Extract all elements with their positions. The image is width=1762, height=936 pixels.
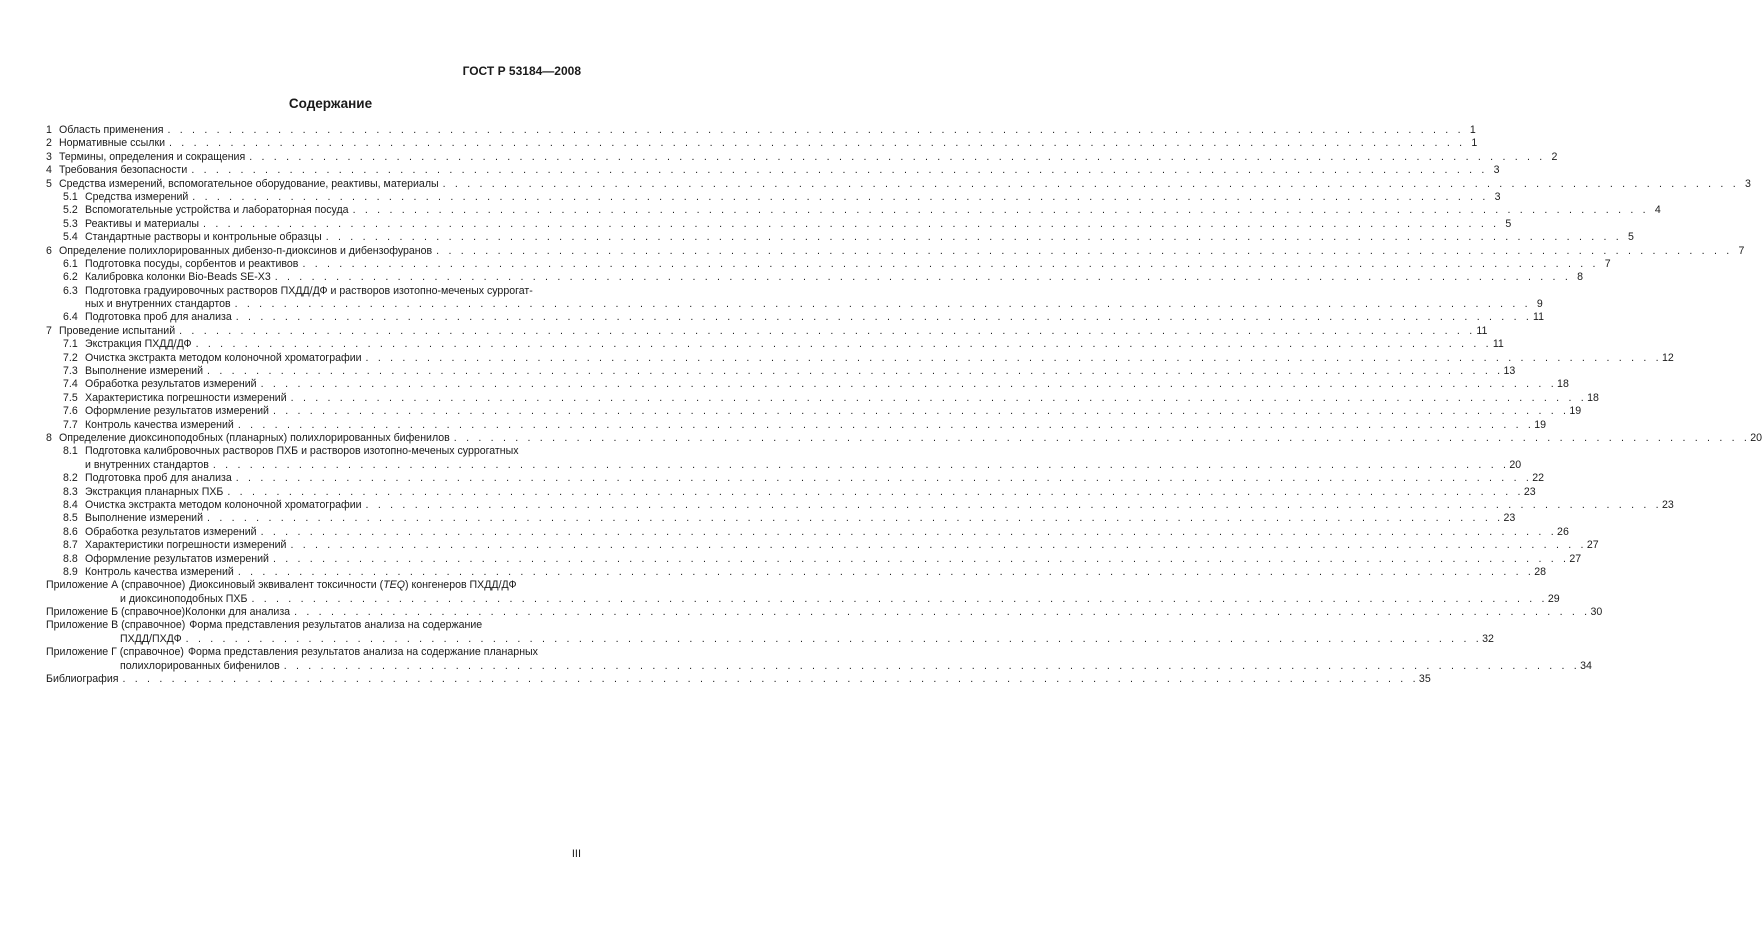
toc-entry-title: Очистка экстракта методом колоночной хроматографии xyxy=(85,498,362,511)
dot-leader xyxy=(232,311,1532,324)
dot-leader xyxy=(118,673,1418,686)
toc-entry-page: 28 xyxy=(1534,565,1547,578)
toc-entry-number: 1 xyxy=(46,124,52,136)
toc-entry-title: Вспомогательные устройства и лабораторная посуда xyxy=(85,204,349,217)
dot-leader xyxy=(234,419,1534,432)
dot-leader xyxy=(349,204,1649,217)
dot-leader xyxy=(287,392,1587,405)
appendix-page: 30 xyxy=(1590,606,1603,619)
dot-leader xyxy=(203,365,1503,378)
dot-leader xyxy=(322,231,1622,244)
toc-entry xyxy=(46,552,1582,566)
appendix-title: Форма представления результатов анализа на содержание xyxy=(189,619,483,632)
toc-entry-page: 20 xyxy=(1509,458,1522,471)
toc-entry-title: Требования безопасности xyxy=(59,164,188,177)
toc-entry-title: Проведение испытаний xyxy=(59,324,176,337)
toc-entry-page: 27 xyxy=(1569,552,1582,565)
dot-leader xyxy=(439,178,1739,191)
appendix-title-emphasis: TEQ xyxy=(383,579,405,592)
page-title: Содержание xyxy=(288,96,373,111)
toc-entry-number: 5.2 xyxy=(63,204,78,217)
dot-leader xyxy=(280,660,1580,673)
appendix-entry xyxy=(46,619,584,632)
toc-entry-title: Обработка результатов измерений xyxy=(85,378,257,391)
toc-entry-number: 8.3 xyxy=(63,485,78,498)
toc-entry xyxy=(46,498,1674,512)
toc-entry xyxy=(46,124,1476,137)
appendix-title-cont: ПХДД/ПХДФ xyxy=(120,632,182,645)
appendix-page: 34 xyxy=(1580,659,1592,672)
bibliography-page: 35 xyxy=(1418,673,1431,686)
appendix-title-cont: и диоксиноподобных ПХБ xyxy=(120,592,248,605)
toc-entry-number: 7.7 xyxy=(63,418,78,431)
toc-entry xyxy=(46,445,584,458)
toc-entry-number: 5.3 xyxy=(63,217,78,230)
toc-entry-page: 19 xyxy=(1569,405,1582,418)
toc-entry-title: Определение диоксиноподобных (планарных) полихлорированных бифенилов xyxy=(59,431,450,444)
toc-entry-page: 1 xyxy=(1469,124,1476,136)
appendix-title-part: Диоксиновый эквивалент токсичности ( xyxy=(189,579,384,592)
toc-entry-title: Стандартные растворы и контрольные образцы xyxy=(85,231,322,244)
appendix-entry xyxy=(46,606,1603,619)
toc-entry xyxy=(46,217,1512,231)
toc-entry xyxy=(46,338,1504,351)
dot-leader xyxy=(450,432,1750,445)
toc-entry xyxy=(46,539,1599,552)
appendix-title-cont: полихлорированных бифенилов xyxy=(120,659,280,672)
toc-entry-page: 5 xyxy=(1628,231,1634,244)
dot-leader xyxy=(362,499,1662,512)
toc-entry xyxy=(46,311,1544,324)
appendix-entry xyxy=(46,579,584,592)
toc-entry-page: 7 xyxy=(1738,244,1745,257)
toc-entry xyxy=(46,190,1501,204)
appendix-label: Приложение Г (справочное) xyxy=(46,646,184,659)
toc-entry-page: 7 xyxy=(1604,257,1611,270)
toc-entry-number: 8.6 xyxy=(63,525,78,538)
toc-entry xyxy=(46,150,1558,164)
toc-entry-page: 3 xyxy=(1494,190,1501,203)
dot-leader xyxy=(245,151,1545,164)
dot-leader xyxy=(286,539,1586,552)
toc-entry-title: Оформление результатов измерений xyxy=(85,552,269,565)
toc-entry-title: Подготовка посуды, сорбентов и реактивов xyxy=(85,257,299,270)
toc-entry-title: Характеристика погрешности измерений xyxy=(85,391,287,404)
toc-entry xyxy=(46,378,1569,391)
toc-entry-page: 12 xyxy=(1661,351,1674,364)
dot-leader xyxy=(257,378,1557,391)
toc-entry-page: 23 xyxy=(1523,485,1536,498)
dot-leader xyxy=(165,137,1465,150)
toc-entry-title: Выполнение измерений xyxy=(85,365,204,378)
standard-designation: ГОСТ Р 53184—2008 xyxy=(462,64,581,78)
toc-entry-number: 4 xyxy=(46,164,52,177)
appendix-label: Приложение А (справочное) xyxy=(46,579,186,592)
toc-entry xyxy=(46,177,1751,191)
toc-entry-title: Средства измерений xyxy=(85,190,189,203)
toc-entry-page: 20 xyxy=(1750,431,1762,444)
toc-entry xyxy=(46,365,1516,378)
toc-entry xyxy=(46,137,1478,150)
bibliography-entry xyxy=(46,673,1431,686)
toc-entry-title: Термины, определения и сокращения xyxy=(59,150,246,163)
dot-leader xyxy=(203,512,1503,525)
appendix-title: Форма представления результатов анализа на содержание планарных xyxy=(187,646,538,659)
toc-entry-page: 18 xyxy=(1557,378,1569,391)
toc-entry xyxy=(46,565,1547,579)
toc-entry xyxy=(46,164,1500,177)
dot-leader xyxy=(175,325,1475,338)
dot-leader xyxy=(234,566,1534,579)
toc-entry-number: 7.6 xyxy=(63,405,78,418)
toc-entry-number: 7.2 xyxy=(63,351,78,364)
toc-entry-number: 8.2 xyxy=(63,472,78,485)
toc-entry-title: Средства измерений, вспомогательное оборудование, реактивы, материалы xyxy=(59,177,439,190)
toc-entry-number: 7.5 xyxy=(63,391,78,404)
toc-entry-title: Калибровка колонки Bio-Beads SE-X3 xyxy=(85,271,271,284)
toc-entry-number: 5.1 xyxy=(63,190,78,203)
toc-entry-number: 5.4 xyxy=(63,231,78,244)
toc-entry-title: Подготовка калибровочных растворов ПХБ и растворов изотопно-меченых суррогатных xyxy=(85,445,519,458)
toc-entry-page: 26 xyxy=(1557,525,1569,538)
toc-entry-page: 13 xyxy=(1503,365,1516,378)
dot-leader xyxy=(192,338,1492,351)
toc-entry-number: 8.5 xyxy=(63,512,78,525)
dot-leader xyxy=(269,405,1569,418)
appendix-page: 32 xyxy=(1482,632,1494,645)
dot-leader xyxy=(257,526,1557,539)
dot-leader xyxy=(232,472,1532,485)
toc-entry xyxy=(46,244,1745,258)
appendix-page: 29 xyxy=(1547,592,1560,605)
appendix-entry-continuation xyxy=(46,632,1494,646)
toc-entry xyxy=(46,257,1611,271)
appendix-label: Приложение В (справочное) xyxy=(46,619,186,632)
toc-entry-number: 7.3 xyxy=(63,365,78,378)
appendix-entry-continuation xyxy=(46,659,1592,673)
toc-entry-page: 4 xyxy=(1654,204,1661,217)
appendix-entry xyxy=(46,646,584,659)
toc-entry-title: Контроль качества измерений xyxy=(85,565,234,578)
toc-entry-title: Подготовка градуировочных растворов ПХДД/ДФ и растворов изотопно-меченых суррогат- xyxy=(85,284,533,297)
toc-entry-title: Выполнение измерений xyxy=(85,512,204,525)
dot-leader xyxy=(163,124,1463,137)
toc-entry xyxy=(46,512,1516,525)
toc-entry xyxy=(46,204,1661,217)
dot-leader xyxy=(271,271,1571,284)
dot-leader xyxy=(298,258,1598,271)
appendix-title xyxy=(189,579,516,592)
table-of-contents xyxy=(46,124,1762,686)
dot-leader xyxy=(247,593,1547,606)
toc-entry xyxy=(46,231,1634,244)
dot-leader xyxy=(199,218,1499,231)
toc-entry-page: 11 xyxy=(1533,311,1544,324)
toc-entry xyxy=(46,485,1536,499)
toc-entry-page: 23 xyxy=(1661,498,1674,511)
toc-entry-title: Область применения xyxy=(59,124,164,136)
dot-leader xyxy=(432,245,1732,258)
toc-entry-title: Характеристики погрешности измерений xyxy=(85,539,287,552)
toc-entry-page: 11 xyxy=(1492,338,1504,351)
toc-entry-title: Нормативные ссылки xyxy=(59,137,166,150)
toc-entry-title-cont: ных и внутренних стандартов xyxy=(85,298,231,311)
toc-entry-page: 2 xyxy=(1551,150,1558,163)
toc-entry-number: 2 xyxy=(46,137,52,150)
toc-entry xyxy=(46,525,1569,539)
toc-entry-number: 5 xyxy=(46,177,52,190)
toc-entry xyxy=(46,418,1547,432)
dot-leader xyxy=(362,352,1662,365)
toc-entry-page: 27 xyxy=(1586,539,1599,552)
toc-entry-title: Реактивы и материалы xyxy=(85,217,200,230)
toc-entry xyxy=(46,472,1544,485)
dot-leader xyxy=(269,553,1569,566)
toc-entry xyxy=(46,271,1583,284)
toc-entry-title: Определение полихлорированных дибензо-п-диоксинов и дибензофуранов xyxy=(59,244,433,257)
toc-entry-number: 8.9 xyxy=(63,565,78,578)
appendix-title-part: ) конгенеров ПХДД/ДФ xyxy=(404,579,517,592)
toc-entry xyxy=(46,405,1582,418)
toc-entry-number: 8.4 xyxy=(63,498,78,511)
dot-leader xyxy=(231,298,1531,311)
toc-entry xyxy=(46,285,584,298)
toc-entry-number: 7 xyxy=(46,324,52,337)
toc-entry-title: Контроль качества измерений xyxy=(85,418,234,431)
dot-leader xyxy=(223,486,1523,499)
toc-entry-number: 6.1 xyxy=(63,257,78,270)
toc-entry-number: 6.2 xyxy=(63,271,78,284)
toc-entry-page: 22 xyxy=(1532,472,1544,485)
dot-leader xyxy=(290,606,1590,619)
toc-entry xyxy=(46,324,1488,338)
toc-entry-title-cont: и внутренних стандартов xyxy=(85,458,209,471)
toc-entry-page: 19 xyxy=(1534,418,1547,431)
dot-leader xyxy=(187,164,1487,177)
toc-entry-title: Экстракция планарных ПХБ xyxy=(85,485,224,498)
toc-entry-number: 6.4 xyxy=(63,311,78,324)
appendix-label: Приложение Б (справочное) xyxy=(46,606,186,619)
toc-entry-number: 6.3 xyxy=(63,284,78,297)
toc-entry-title: Очистка экстракта методом колоночной хроматографии xyxy=(85,351,362,364)
toc-entry-page: 9 xyxy=(1536,298,1543,311)
toc-entry-number: 7.1 xyxy=(63,338,78,351)
dot-leader xyxy=(209,459,1509,472)
toc-entry-title: Экстракция ПХДД/ДФ xyxy=(85,338,192,351)
toc-entry-page: 8 xyxy=(1577,271,1583,284)
toc-entry-number: 8.7 xyxy=(63,539,78,552)
toc-entry-title: Подготовка проб для анализа xyxy=(85,472,232,485)
toc-entry-page: 5 xyxy=(1505,217,1512,230)
toc-entry-page: 3 xyxy=(1744,177,1751,190)
toc-entry-number: 7.4 xyxy=(63,378,78,391)
dot-leader xyxy=(188,191,1488,204)
toc-entry-number: 3 xyxy=(46,150,52,163)
appendix-title: Колонки для анализа xyxy=(185,606,291,619)
toc-entry-continuation xyxy=(46,298,1543,311)
toc-entry xyxy=(46,431,1762,445)
toc-entry xyxy=(46,391,1599,405)
toc-entry-page: 18 xyxy=(1587,391,1599,404)
toc-entry-title: Оформление результатов измерений xyxy=(85,405,269,418)
toc-entry-page: 1 xyxy=(1471,137,1478,150)
toc-entry-title: Подготовка проб для анализа xyxy=(85,311,232,324)
toc-entry-page: 23 xyxy=(1503,512,1516,525)
toc-entry-number: 8.8 xyxy=(63,552,78,565)
toc-entry-continuation xyxy=(46,458,1522,472)
toc-entry-page: 3 xyxy=(1493,164,1500,177)
toc-entry-number: 8.1 xyxy=(63,445,78,458)
toc-entry-number: 8 xyxy=(46,431,52,444)
dot-leader xyxy=(182,633,1482,646)
page-number: III xyxy=(571,848,581,860)
appendix-entry-continuation xyxy=(46,592,1560,606)
bibliography-title: Библиография xyxy=(46,673,119,686)
toc-entry-page: 11 xyxy=(1476,324,1488,337)
toc-entry xyxy=(46,351,1674,365)
toc-entry-number: 6 xyxy=(46,244,52,257)
toc-entry-title: Обработка результатов измерений xyxy=(85,525,257,538)
